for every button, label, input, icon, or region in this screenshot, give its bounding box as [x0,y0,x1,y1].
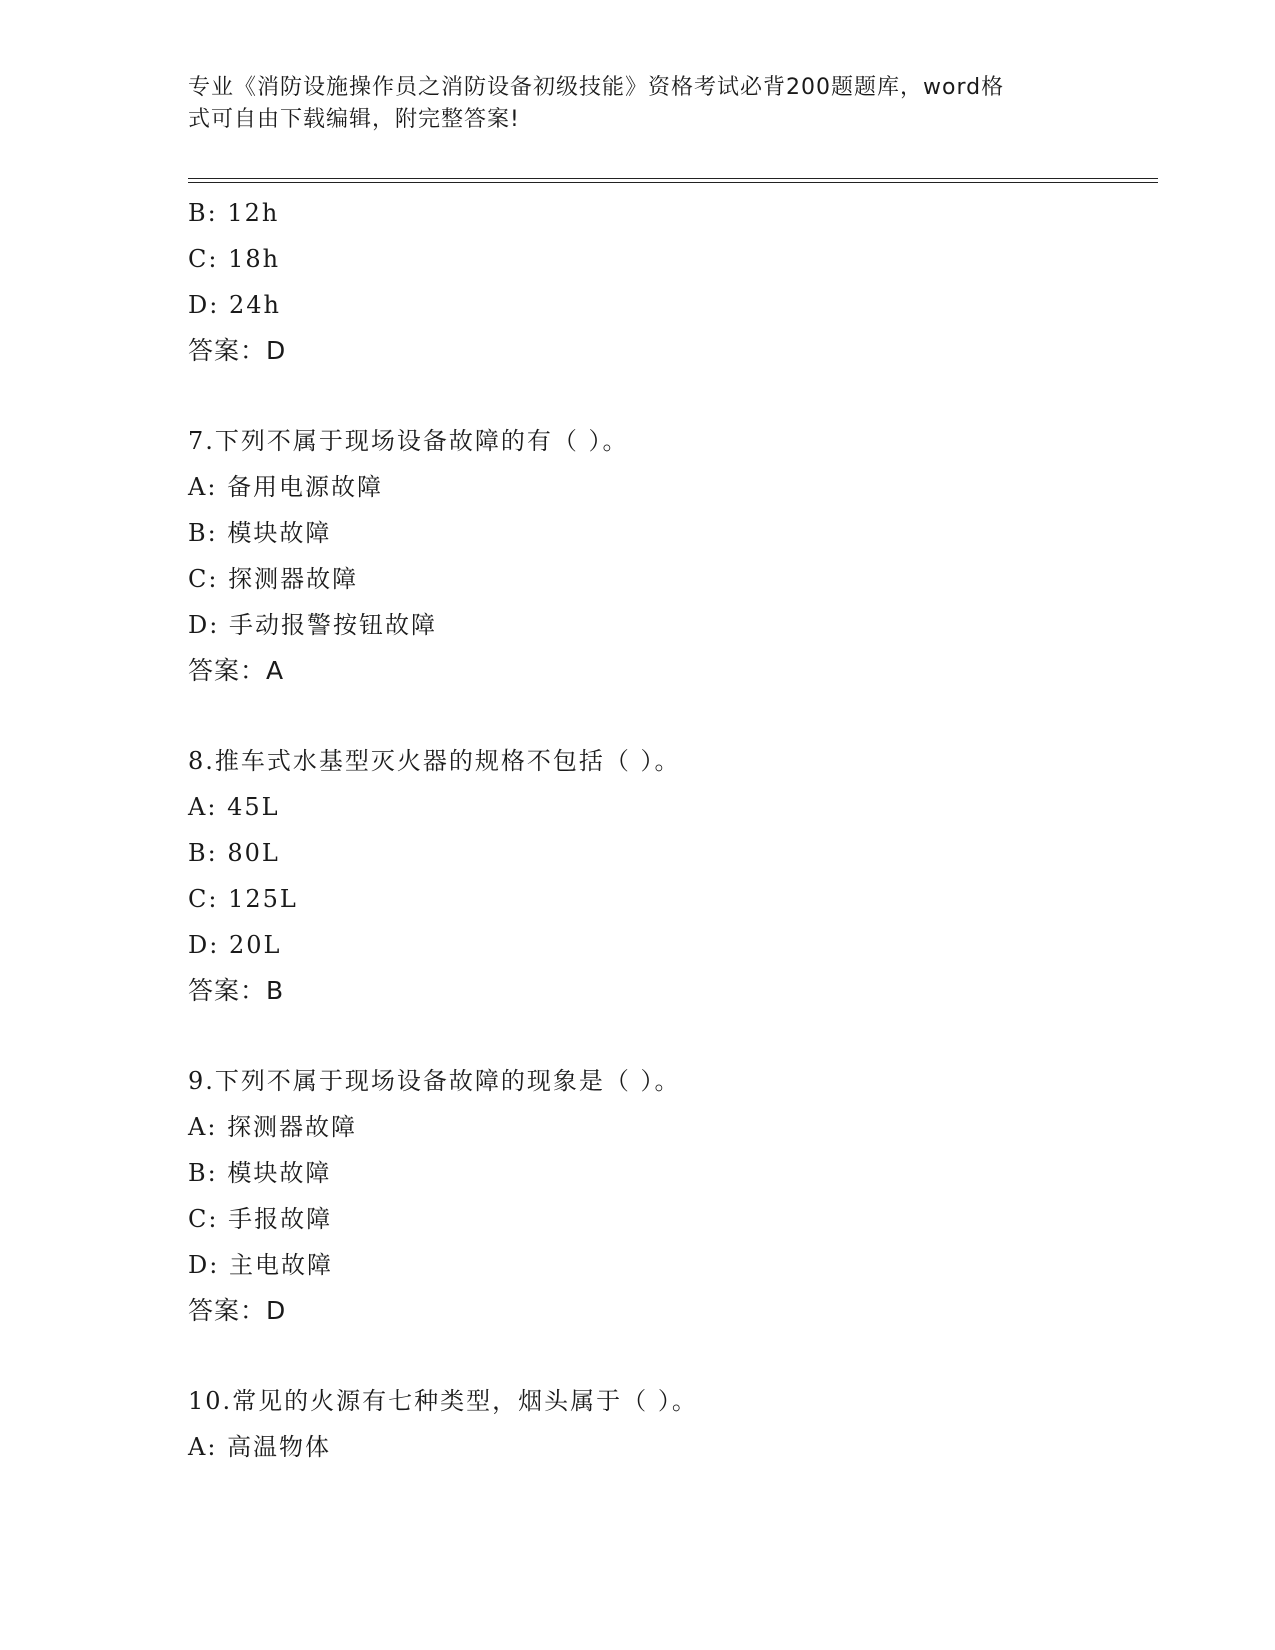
question-stem: 10 . 常见的火源有七种类型，烟头属于（ ）。 [188,1378,1158,1424]
answer-line: 答案 ： D [188,328,1158,374]
question-stem: 8 . 推车式水基型灭火器的规格不包括（ ）。 [188,738,1158,784]
question-8 [188,738,1158,1014]
option-b: B : 模块故障 [188,1150,1158,1196]
option-d: D : 24h [188,282,1158,328]
option-a: A : 备用电源故障 [188,464,1158,510]
option-a: A : 高温物体 [188,1424,1158,1470]
option-b: B : 12h [188,190,1158,236]
option-a: A : 探测器故障 [188,1104,1158,1150]
header-divider [188,178,1158,183]
question-7 [188,418,1158,694]
document-header [188,72,1088,136]
question-10 [188,1378,1158,1470]
option-c: C : 18h [188,236,1158,282]
question-partial [188,190,1158,374]
option-d: D : 主电故障 [188,1242,1158,1288]
answer-line: 答案 ： B [188,968,1158,1014]
option-c: C : 125L [188,876,1158,922]
header-line-2: 式可自由下载编辑，附完整答案! [188,107,520,132]
option-b: B : 模块故障 [188,510,1158,556]
option-b: B : 80L [188,830,1158,876]
option-c: C : 探测器故障 [188,556,1158,602]
header-line-1: 专业《消防设施操作员之消防设备初级技能》资格考试必背200题题库，word格 [188,75,1005,100]
option-c: C : 手报故障 [188,1196,1158,1242]
question-list [188,190,1158,1470]
question-stem: 7 . 下列不属于现场设备故障的有（ ）。 [188,418,1158,464]
question-stem: 9 . 下列不属于现场设备故障的现象是（ ）。 [188,1058,1158,1104]
option-d: D : 手动报警按钮故障 [188,602,1158,648]
answer-line: 答案 ： A [188,648,1158,694]
option-a: A : 45L [188,784,1158,830]
answer-line: 答案 ： D [188,1288,1158,1334]
option-d: D : 20L [188,922,1158,968]
question-9 [188,1058,1158,1334]
